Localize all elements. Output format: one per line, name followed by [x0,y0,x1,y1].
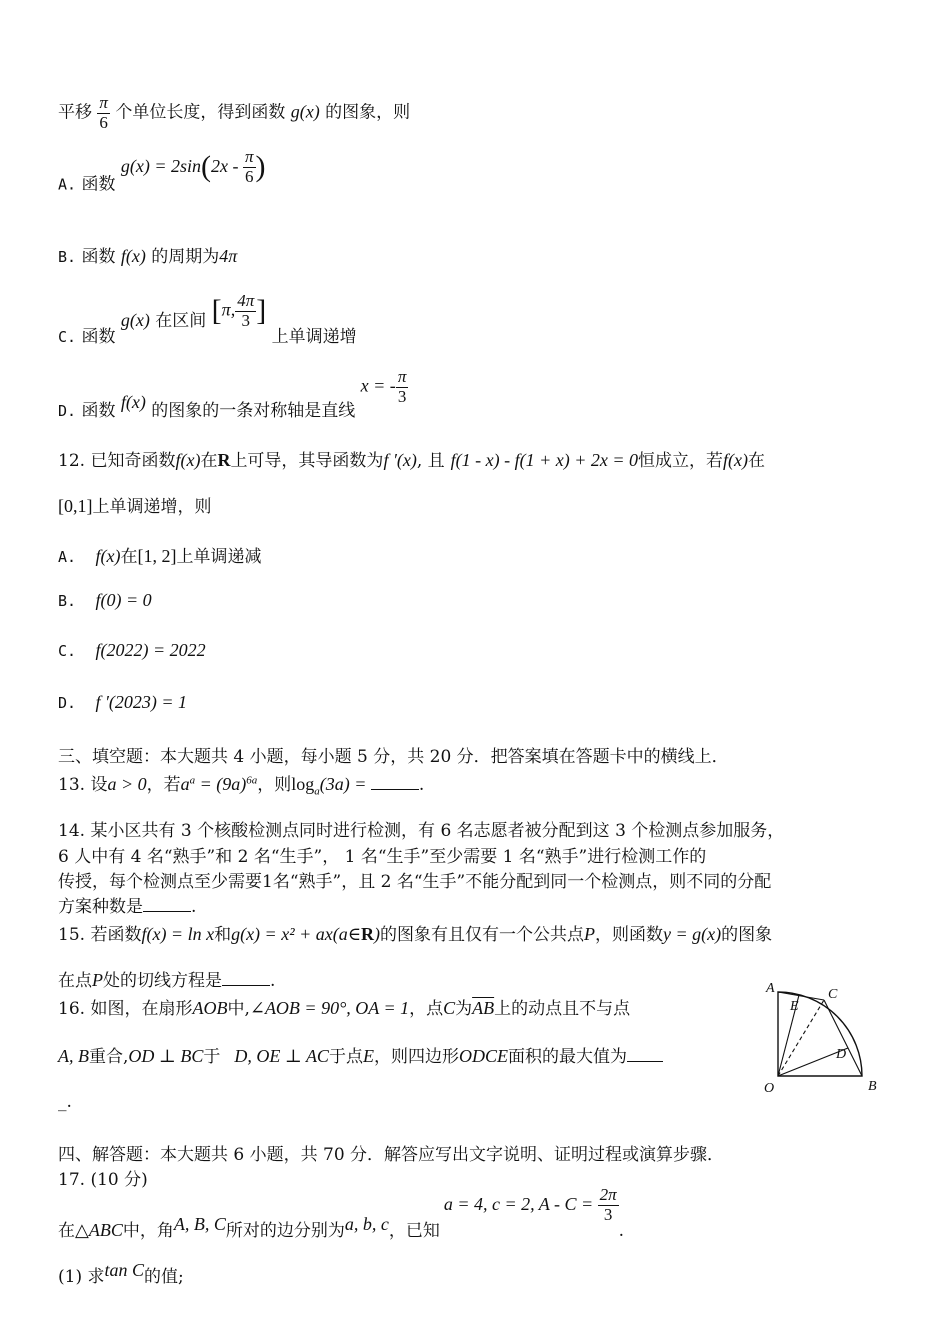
q12-line2: [0,1]上单调递增，则 [58,496,212,517]
q17-part1: (1) 求tan C的值; [58,1260,184,1287]
q15-line1: 15. 若函数f(x) = ln x和g(x) = x² + ax(a∈R)的图象有且仅有一个公共点P，则函数y = g(x)的图象 [58,924,773,945]
label-c: C [828,987,838,1002]
option-c: C. 函数 g(x) 在区间 [π, $\frac{4\pi}{3}$ ] 上单调递增 [58,291,357,347]
label-d: D [836,1047,847,1062]
section4-heading: 四、解答题：本大题共 6 小题，共 70 分．解答应写出文字说明、证明过程或演算步骤． [58,1145,725,1165]
q13-answer-blank[interactable] [371,775,419,790]
q12-option-b: B. f(0) = 0 [58,590,152,610]
q14-line4: 方案种数是 . [58,897,197,917]
q14-line1: 14. 某小区共有 3 个核酸检测点同时进行检测，有 6 名志愿者被分配到这 3 个检测点参加服务， [58,821,785,841]
q13: 13. 设a > 0，若$a^a = (9a)^{6a}$，则$\log_a(3a)$ = . [58,774,425,798]
shift-line: 平移 $\frac{\pi}{6}$ 个单位长度，得到函数 g(x) 的图象，则 [58,93,411,132]
q17-line1: 在△ABC中，角A, B, C所对的边分别为a, b, c，已知a = 4, c = 2, A - C = $\frac{2\pi}{3}$ . [58,1185,625,1241]
option-d: D. 函数 f(x) 的图象的一条对称轴是直线 x = - $\frac{\pi}{3}$ [58,367,407,421]
oc-line [778,1000,824,1076]
q17-head: 17. (10 分) [58,1170,148,1190]
label-e: E [790,999,799,1014]
shift-fraction: $\frac{\pi}{6}$ [99,93,108,132]
q15-line2: 在点P处的切线方程是 . [58,970,276,991]
q12-option-a: A. f(x)在[1, 2]上单调递减 [58,546,262,567]
label-b: B [868,1079,877,1094]
q14-line3: 传授，每个检测点至少需要1名“熟手”，且 2 名“生手”不能分配到同一个检测点，则不同的分配 [58,872,772,892]
q16-line1: 16. 如图，在扇形AOB中,∠AOB = 90°, OA = 1，点C为$\overline{AB}$上的动点且不与点 [58,998,631,1019]
label-a: A [766,981,775,996]
shift-text: 平移 [58,102,92,123]
q12-line1: 12. 已知奇函数f(x)在R上可导，其导函数为f ′(x), 且 f(1 - x) - f(1 + x) + 2x = 0恒成立，若f(x)在 [58,450,766,471]
section3-heading: 三、填空题：本大题共 4 小题，每小题 5 分，共 20 分．把答案填在答题卡中的横线上． [58,747,729,767]
q16-line2: A, B重合,OD ⊥ BC于 D, OE ⊥ AC于点E，则四边形ODCE面积的最大值为 [58,1042,663,1067]
q14-answer-blank[interactable] [143,897,191,912]
option-b: B. 函数 f(x) 的周期为4π [58,246,238,267]
q16-line3: _. [58,1092,72,1112]
q14-line2: 6 人中有 4 名“熟手”和 2 名“生手”， 1 名“生手”至少需要 1 名“熟手”进行检测工作的 [58,847,707,867]
q15-answer-blank[interactable] [222,971,270,986]
q16-answer-blank[interactable] [627,1047,663,1062]
bc-line [824,1000,862,1076]
q12-option-c: C. f(2022) = 2022 [58,640,206,660]
sector-figure [760,978,890,1096]
option-a: A. 函数 g(x) = 2sin(2x - $\frac{\pi}{6}$ ) [58,147,266,195]
ac-line [778,992,824,1000]
label-o: O [764,1081,775,1096]
q12-option-d: D. f ′(2023) = 1 [58,692,188,712]
